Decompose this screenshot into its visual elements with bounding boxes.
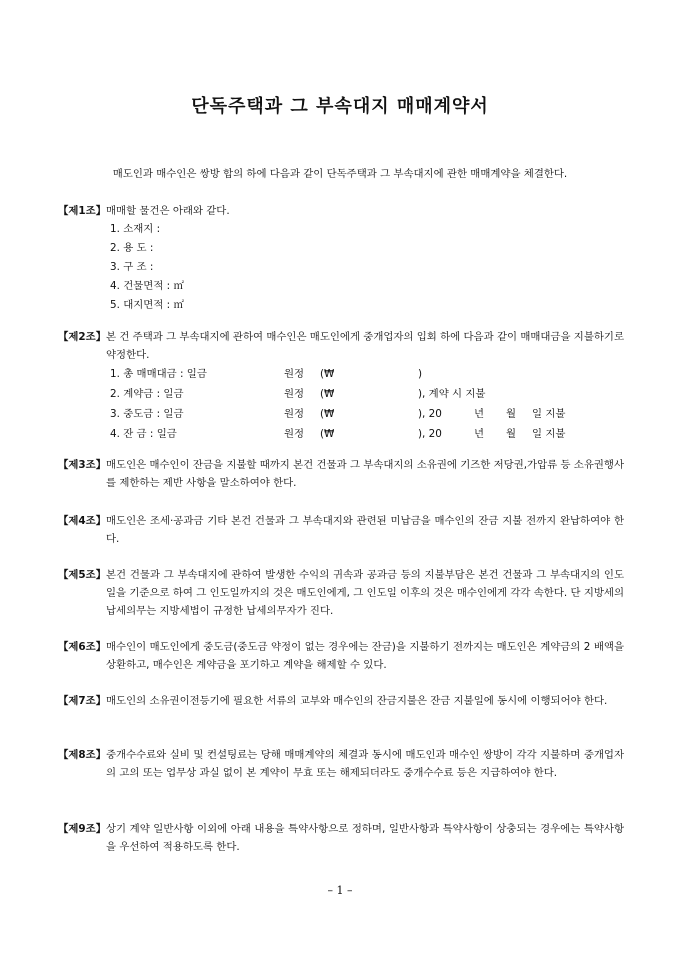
article-3 bbox=[58, 456, 624, 492]
intro-paragraph: 매도인과 매수인은 쌍방 합의 하에 다음과 같이 단독주택과 그 부속대지에 관한 매매계약을 체결한다. bbox=[112, 168, 568, 180]
payment-month: 월 bbox=[506, 408, 517, 420]
article-number: 【제3조】 bbox=[58, 459, 107, 471]
payment-unit: 원정 bbox=[284, 388, 305, 400]
payment-label: 3. 중도금 : 일금 bbox=[110, 408, 184, 420]
payment-unit: 원정 bbox=[284, 368, 305, 380]
payment-close: ), 20 bbox=[418, 428, 442, 440]
article-6 bbox=[58, 638, 624, 674]
article-4 bbox=[58, 512, 624, 548]
payment-won: (₩ bbox=[320, 388, 335, 400]
payment-row bbox=[110, 424, 624, 444]
article-5 bbox=[58, 566, 624, 620]
article-text: 매도인은 조세·공과금 기타 본건 건물과 그 부속대지와 관련된 미납금을 매수인의 잔금 지불 전까지 완납하여야 한다. bbox=[106, 515, 624, 545]
payment-row bbox=[110, 384, 624, 404]
payment-day: 일 지불 bbox=[532, 428, 566, 440]
payment-year: 년 bbox=[474, 408, 485, 420]
article-text: 매도인은 매수인이 잔금을 지불할 때까지 본건 건물과 그 부속대지의 소유권에 기즈한 저당권,가압류 등 소유권행사를 제한하는 제반 사항을 말소하여야 한다. bbox=[106, 459, 624, 489]
article-number: 【제6조】 bbox=[58, 641, 107, 653]
article-text: 본건 건물과 그 부속대지에 관하여 발생한 수익의 귀속과 공과금 등의 지불부담은 본건 건물과 그 부속대지의 인도일을 기준으로 하여 그 인도일까지의 것은 매도인에게, 그 인도일 이후의 것은 매수인에게 각각 속한다. 단 지방세의 납세의무는 지방세법이 규정한 납세의무자가 진다. bbox=[106, 569, 624, 617]
article-text: 매수인이 매도인에게 중도금(중도금 약정이 없는 경우에는 잔금)을 지불하기 전까지는 매도인은 계약금의 2 배액을 상환하고, 매수인은 계약금을 포기하고 계약을 해제할 수 있다. bbox=[106, 641, 624, 671]
payment-row bbox=[110, 364, 624, 384]
payment-won: (₩ bbox=[320, 428, 335, 440]
article-text: 매도인의 소유권이전등기에 필요한 서류의 교부와 매수인의 잔금지불은 잔금 지불일에 동시에 이행되어야 한다. bbox=[106, 695, 608, 707]
article-number: 【제5조】 bbox=[58, 569, 107, 581]
article-number: 【제4조】 bbox=[58, 515, 107, 527]
payment-label: 4. 잔 금 : 일금 bbox=[110, 428, 177, 440]
article-number: 【제9조】 bbox=[58, 823, 107, 835]
payment-list bbox=[110, 364, 624, 444]
document-title: 단독주택과 그 부속대지 매매계약서 bbox=[191, 96, 489, 117]
payment-day: 일 지불 bbox=[532, 408, 566, 420]
list-item: 2. 용 도 : bbox=[110, 242, 154, 254]
payment-label: 1. 총 매매대금 : 일금 bbox=[110, 368, 207, 380]
article-8 bbox=[58, 746, 624, 782]
article-9 bbox=[58, 820, 624, 856]
payment-unit: 원정 bbox=[284, 408, 305, 420]
payment-won: (₩ bbox=[320, 408, 335, 420]
article-7 bbox=[58, 692, 624, 710]
payment-won: (₩ bbox=[320, 368, 335, 380]
article-text: 중개수수료와 실비 및 컨설팅료는 당해 매매계약의 체결과 동시에 매도인과 매수인 쌍방이 각각 지불하며 중개업자의 고의 또는 업무상 과실 없이 본 계약이 무효 또는 해제되더라도 중개수수료 등은 지급하여야 한다. bbox=[106, 749, 624, 779]
article-number: 【제7조】 bbox=[58, 695, 107, 707]
article-number: 【제2조】 bbox=[58, 331, 107, 343]
payment-unit: 원정 bbox=[284, 428, 305, 440]
payment-year: 년 bbox=[474, 428, 485, 440]
payment-close: ), 계약 시 지불 bbox=[418, 388, 486, 400]
article-number: 【제1조】 bbox=[58, 205, 107, 217]
page-number: – 1 – bbox=[327, 884, 353, 897]
payment-close: ) bbox=[418, 368, 423, 380]
list-item: 3. 구 조 : bbox=[110, 261, 154, 273]
article-2 bbox=[58, 328, 624, 444]
list-item: 1. 소재지 : bbox=[110, 223, 161, 235]
list-item: 4. 건물면적 : ㎡ bbox=[110, 280, 184, 292]
payment-label: 2. 계약금 : 일금 bbox=[110, 388, 184, 400]
article-1 bbox=[58, 202, 624, 315]
property-list bbox=[110, 220, 624, 315]
payment-close: ), 20 bbox=[418, 408, 442, 420]
article-text: 본 건 주택과 그 부속대지에 관하여 매수인은 매도인에게 중개업자의 입회 하에 다음과 같이 매매대금을 지불하기로 약정한다. bbox=[106, 331, 624, 361]
article-text: 매매할 물건은 아래와 같다. bbox=[106, 205, 230, 217]
list-item: 5. 대지면적 : ㎡ bbox=[110, 299, 184, 311]
article-text: 상기 계약 일반사항 이외에 아래 내용을 특약사항으로 정하며, 일반사항과 특약사항이 상충되는 경우에는 특약사항을 우선하여 적용하도록 한다. bbox=[106, 823, 624, 853]
article-number: 【제8조】 bbox=[58, 749, 107, 761]
payment-month: 월 bbox=[506, 428, 517, 440]
payment-row bbox=[110, 404, 624, 424]
